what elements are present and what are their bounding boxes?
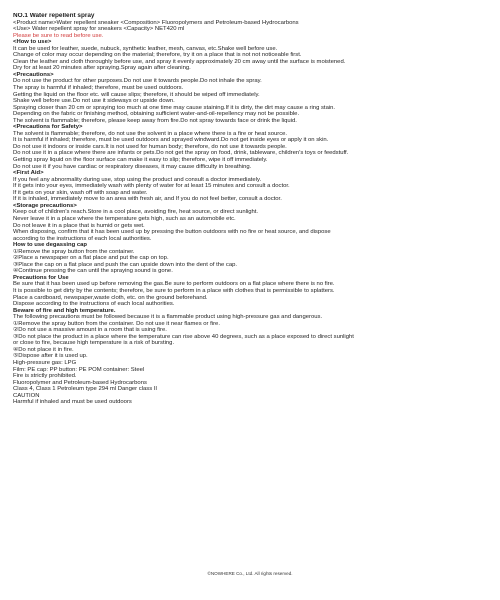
text-line: Spraying closer than 20 cm or spraying too much at one time may cause staining.If it is dirty, the dirt may cause a ring stain.: [13, 104, 336, 111]
text-line: Do not leave it in a place that is humid or gets wet.: [13, 222, 145, 229]
text-line: ①Remove the spray button from the container. Do not use it near flames or fire.: [13, 320, 220, 327]
text-line: If it is inhaled, immediately move to an area with fresh air, and If you do not feel better, consult a doctor.: [13, 196, 282, 203]
text-line: The solvent is flammable; therefore, please keep away from fire.Do not spray towards face or drink the liquid.: [13, 117, 297, 124]
text-line: Never leave it in a place where the temperature gets high, such as an automobile etc.: [13, 215, 236, 222]
text-line: ④Continue pressing the can until the spraying sound is gone.: [13, 268, 173, 275]
text-line: or close to fire, because high temperature is a risk of bursting.: [13, 340, 175, 347]
text-line: ①Remove the spray button from the container.: [13, 248, 135, 255]
section-heading: Precautions for Use: [13, 274, 69, 281]
text-line: <Product name>Water repellent sneaker <Composition> Fluoropolymers and Petroleum-based Hydrocarbons: [13, 19, 299, 26]
text-line: Fire is strictly prohibited.: [13, 373, 77, 380]
text-line: If you feel any abnormality during use, stop using the product and consult a doctor immediately.: [13, 176, 262, 183]
text-line: Film: PE cap: PP button: PE POM container: Steel: [13, 366, 145, 373]
text-line: Depending on the fabric or finishing method, obtaining sufficient water-and-oil-repellency may not be possible.: [13, 111, 300, 118]
text-line: ②Place a newspaper on a flat place and put the cap on top.: [13, 255, 169, 262]
text-line: Dry for at least 20 minutes after spraying.Spray again after cleaning.: [13, 65, 191, 72]
text-line: Harmful if inhaled and must be used outdoors: [13, 399, 132, 406]
text-line: Getting spray liquid on the floor surface can make it easy to slip; therefore, wipe it off immediately.: [13, 157, 268, 164]
text-line: Do not use it if you have cardiac or respiratory diseases, it may cause difficulty in breathing.: [13, 163, 252, 170]
text-line: Do not use the product for other purposes.Do not use it towards people.Do not inhale the spray.: [13, 78, 262, 85]
copyright-footer: ©NOWHERE Co., Ltd. All rights reserved.: [207, 571, 293, 576]
text-line: Shake well before use.Do not use it sideways or upside down.: [13, 98, 175, 105]
text-line: If it gets on your skin, wash off with soap and water.: [13, 189, 148, 196]
section-heading: Beware of fire and high temperature.: [13, 307, 116, 314]
text-line: High-pressure gas: LPG: [13, 359, 77, 366]
text-line: Clean the leather and cloth thoroughly before use, and spray it evenly approximately 20 cm away until the surface is moistened.: [13, 58, 346, 65]
document-title: NO.1 Water repellent spray: [13, 13, 95, 19]
section-heading: <Storage precautions>: [13, 202, 77, 209]
text-line: Do not use it in a place where there are infants or pets.Do not get the spray on food, drink, tableware, children's toys or feedstuff.: [13, 150, 349, 157]
text-line: If it gets into your eyes, immediately wash with plenty of water for at least 15 minutes and consult a doctor.: [13, 183, 290, 190]
text-line: Be sure that it has been used up before removing the gas.Be sure to perform outdoors on a flat place where there is no fire.: [13, 281, 335, 288]
text-line: It is possible to get dirty by the contents; therefore, be sure to perform in a place with clothes that is permissible to splatters.: [13, 287, 335, 294]
text-line: <Use> Water repellent spray for sneakers <Capacity> NET420 ml: [13, 26, 185, 33]
warning-note: Please be sure to read before use.: [13, 32, 104, 39]
text-line: ②Do not use a massive amount in a room that is using fire.: [13, 327, 167, 334]
section-heading: <First Aid>: [13, 170, 44, 177]
document-body: [13, 13, 491, 406]
text-line: ③Do not place the product in a place where the temperature can rise above 40 degrees, such as a place exposed to direct sunlight: [13, 333, 354, 340]
text-line: The following precautions must be followed because it is a flammable product using high-pressure gas and dangerous.: [13, 314, 323, 321]
text-line: It is harmful if inhaled; therefore, must be used outdoors and sprayed windward.Do not get inside eyes or apply it on skin.: [13, 137, 329, 144]
document-lines: [13, 20, 491, 406]
text-line: according to the instructions of each local authorities.: [13, 235, 152, 242]
text-line: When disposing, confirm that it has been used up by pressing the button outdoors with no fire or heat source, and dispose: [13, 229, 331, 236]
text-line: The solvent is flammable; therefore, do not use the solvent in a place where there is a fire or heat source.: [13, 130, 288, 137]
text-line: Do not use it indoors or inside cars.It is not used for human body; therefore, do not use it towards people.: [13, 143, 287, 150]
text-line: Dispose according to the instructions of each local authorities.: [13, 301, 175, 308]
text-line: ④Do not place it in fire.: [13, 346, 74, 353]
text-line: Fluoropolymer and Petroleum-based Hydrocarbons: [13, 379, 147, 386]
text-line: It can be used for leather, suede, nubuck, synthetic leather, mesh, canvas, etc.Shake well before use.: [13, 45, 278, 52]
text-line: CAUTION: [13, 392, 40, 399]
text-line: Keep out of children's reach.Store in a cool place, avoiding fire, heat source, or direct sunlight.: [13, 209, 259, 216]
text-line: ⑤Dispose after it is used up.: [13, 353, 88, 360]
text-line: ③Place the cap on a flat place and push the can upside down into the dent of the cap.: [13, 261, 238, 268]
text-line: Place a cardboard, newspaper,waste cloth, etc. on the ground beforehand.: [13, 294, 208, 301]
section-heading: <Precautions>: [13, 71, 54, 78]
text-line: Class 4, Class 1 Petroleum type 294 ml Danger class II: [13, 386, 158, 393]
text-line: Change of color may occur depending on the material; therefore, try it on a place that is not not noticeable first.: [13, 52, 302, 59]
text-line: The spray is harmful if inhaled; therefore, must be used outdoors.: [13, 85, 184, 92]
text-line: Getting the liquid on the floor etc. will cause slips; therefore, it should be wiped off immediately.: [13, 91, 260, 98]
section-heading: <Precautions for Safety>: [13, 124, 83, 131]
section-heading: <How to use>: [13, 39, 52, 46]
section-heading: How to use degassing cap: [13, 242, 87, 249]
